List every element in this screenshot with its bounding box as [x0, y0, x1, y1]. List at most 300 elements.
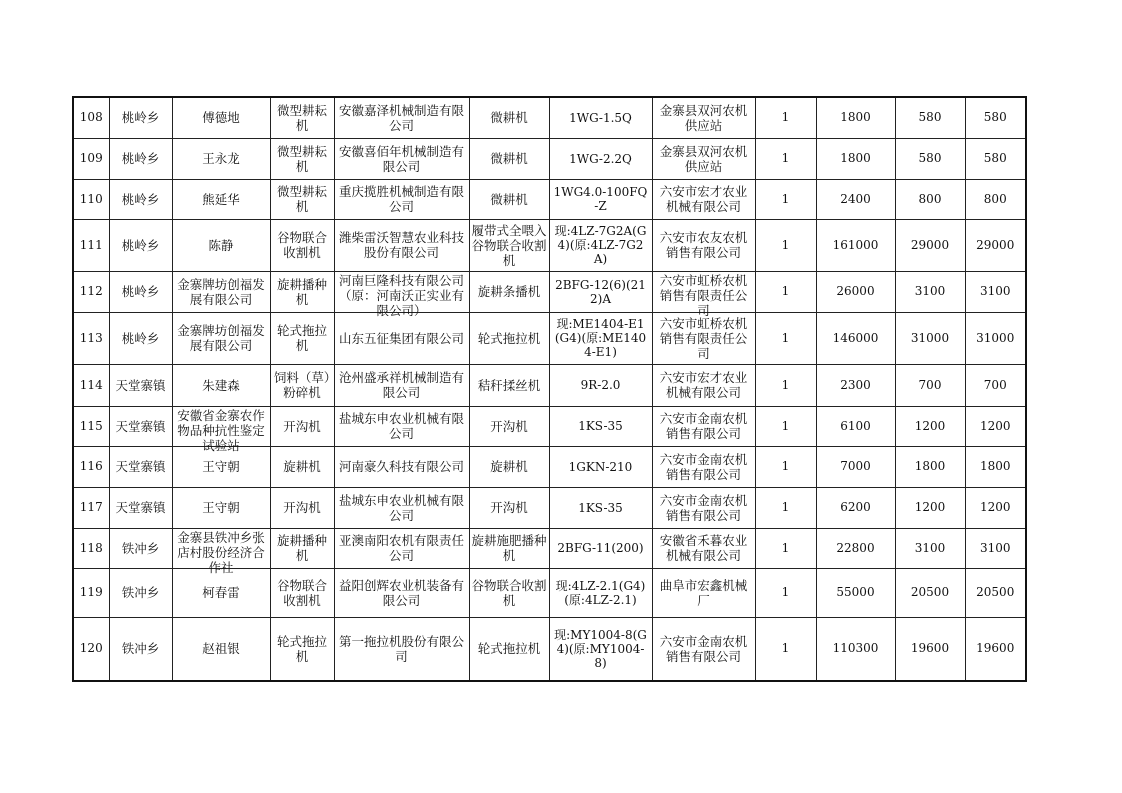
model-cell [549, 271, 652, 312]
manufacturer-cell [334, 138, 469, 179]
table-row [73, 179, 1026, 219]
price-cell-text: 6200 [840, 500, 871, 514]
row-number-cell-text: 111 [79, 237, 103, 252]
subsidy-total-cell [965, 568, 1026, 617]
manufacturer-cell-text: 益阳创辉农业机装备有限公司 [338, 577, 464, 608]
dealer-cell-text: 六安市金南农机销售有限公司 [659, 451, 748, 482]
quantity-cell [755, 138, 816, 179]
model-cell [549, 179, 652, 219]
dealer-cell-text: 六安市金南农机销售有限公司 [659, 411, 748, 441]
row-number-cell-text: 116 [79, 459, 103, 473]
row-number-cell-text: 109 [79, 151, 103, 165]
dealer-cell [652, 406, 755, 446]
town-cell [109, 219, 172, 271]
category-cell [270, 364, 334, 406]
row-number-cell [73, 179, 109, 219]
model-cell [549, 528, 652, 568]
quantity-cell-text: 1 [781, 500, 790, 514]
town-cell-text: 天堂寨镇 [115, 377, 166, 393]
row-number-cell-text: 112 [79, 284, 103, 298]
price-cell-text: 7000 [840, 459, 871, 473]
row-number-cell-text: 115 [79, 418, 103, 433]
town-cell-text: 桃岭乡 [121, 151, 160, 166]
product-name-cell [469, 568, 549, 617]
subsidy-total-cell-text: 19600 [976, 641, 1015, 656]
table-row [73, 528, 1026, 568]
category-cell-text: 旋耕机 [283, 459, 321, 474]
category-cell-text: 微型耕耘机 [276, 143, 327, 174]
buyer-cell-text: 王永龙 [202, 151, 240, 166]
manufacturer-cell-text: 沧州盛承祥机械制造有限公司 [338, 370, 464, 400]
model-cell [549, 219, 652, 271]
town-cell-text: 铁冲乡 [121, 540, 160, 556]
price-cell [816, 138, 895, 179]
category-cell [270, 219, 334, 271]
price-cell-text: 55000 [836, 585, 875, 599]
manufacturer-cell-text: 重庆揽胜机械制造有限公司 [338, 184, 464, 214]
quantity-cell [755, 617, 816, 681]
table-row [73, 364, 1026, 406]
table-row [73, 138, 1026, 179]
category-cell-text: 微型耕耘机 [276, 102, 327, 133]
manufacturer-cell-text: 盐城东申农业机械有限公司 [338, 411, 464, 441]
buyer-cell [172, 487, 270, 528]
town-cell-text: 桃岭乡 [121, 237, 160, 253]
subsidy-central-cell [895, 568, 965, 617]
price-cell [816, 446, 895, 487]
category-cell [270, 446, 334, 487]
product-name-cell-text: 旋耕机 [490, 459, 528, 474]
subsidy-central-cell-text: 20500 [910, 585, 950, 599]
model-cell-text: 现:ME1404-E1(G4)(原:ME1404-E1) [554, 317, 647, 359]
town-cell [109, 528, 172, 568]
buyer-cell [172, 312, 270, 364]
product-name-cell-text: 开沟机 [490, 418, 528, 434]
subsidy-central-cell-text: 580 [918, 110, 942, 125]
buyer-cell-text: 傅德地 [202, 110, 240, 126]
subsidy-central-cell [895, 312, 965, 364]
category-cell-text: 开沟机 [283, 418, 321, 434]
table-row [73, 271, 1026, 312]
category-cell-text: 旋耕播种机 [276, 276, 327, 307]
subsidy-central-cell [895, 364, 965, 406]
dealer-cell [652, 446, 755, 487]
town-cell [109, 138, 172, 179]
town-cell [109, 179, 172, 219]
subsidy-total-cell-text: 1200 [979, 500, 1011, 514]
category-cell-text: 饲料（草）粉碎机 [273, 370, 331, 400]
product-name-cell-text: 旋耕施肥播种机 [471, 533, 547, 563]
category-cell-text: 开沟机 [283, 500, 321, 515]
row-number-cell-text: 119 [79, 585, 103, 599]
manufacturer-cell [334, 364, 469, 406]
town-cell-text: 桃岭乡 [121, 191, 160, 207]
subsidy-total-cell [965, 179, 1026, 219]
price-cell-text: 6100 [840, 418, 871, 433]
category-cell [270, 179, 334, 219]
model-cell-text: 2BFG-11(200) [557, 541, 644, 555]
price-cell [816, 312, 895, 364]
dealer-cell-text: 六安市宏才农业机械有限公司 [659, 184, 748, 214]
subsidy-central-cell [895, 219, 965, 271]
subsidy-total-cell-text: 1200 [979, 418, 1011, 433]
model-cell-text: 1GKN-210 [568, 459, 633, 474]
product-name-cell-text: 谷物联合收割机 [471, 577, 547, 608]
town-cell-text: 铁冲乡 [121, 585, 160, 600]
buyer-cell [172, 97, 270, 138]
price-cell-text: 1800 [840, 110, 871, 125]
town-cell [109, 97, 172, 138]
subsidy-total-cell [965, 312, 1026, 364]
subsidy-table [72, 96, 1027, 682]
row-number-cell-text: 110 [79, 191, 103, 206]
buyer-cell-text: 朱建森 [202, 377, 240, 393]
price-cell-text: 2300 [840, 377, 871, 392]
subsidy-total-cell [965, 528, 1026, 568]
price-cell-text: 161000 [832, 237, 879, 252]
town-cell [109, 446, 172, 487]
town-cell-text: 天堂寨镇 [115, 418, 166, 434]
subsidy-total-cell-text: 3100 [979, 540, 1011, 555]
category-cell [270, 97, 334, 138]
subsidy-total-cell [965, 271, 1026, 312]
row-number-cell [73, 528, 109, 568]
buyer-cell-text: 王守朝 [202, 459, 240, 474]
dealer-cell-text: 六安市金南农机销售有限公司 [659, 492, 748, 523]
category-cell [270, 138, 334, 179]
subsidy-central-cell [895, 97, 965, 138]
product-name-cell-text: 轮式拖拉机 [477, 330, 541, 346]
subsidy-central-cell-text: 1800 [914, 459, 946, 473]
buyer-cell-text: 金寨牌坊创福发展有限公司 [177, 276, 265, 307]
category-cell [270, 406, 334, 446]
row-number-cell [73, 97, 109, 138]
product-name-cell [469, 364, 549, 406]
quantity-cell-text: 1 [781, 459, 790, 473]
model-cell-text: 1KS-35 [578, 419, 623, 433]
subsidy-central-cell [895, 617, 965, 681]
row-number-cell [73, 487, 109, 528]
buyer-cell [172, 528, 270, 575]
category-cell-text: 轮式拖拉机 [276, 323, 327, 353]
product-name-cell-text: 微耕机 [490, 110, 528, 126]
model-cell [549, 487, 652, 528]
subsidy-total-cell-text: 580 [983, 110, 1007, 125]
buyer-cell [172, 219, 270, 271]
model-cell [549, 446, 652, 487]
subsidy-total-cell-text: 580 [983, 151, 1007, 165]
dealer-cell [652, 271, 755, 318]
manufacturer-cell [334, 446, 469, 487]
dealer-cell [652, 219, 755, 271]
subsidy-total-cell-text: 3100 [979, 284, 1011, 298]
table-row [73, 219, 1026, 271]
subsidy-total-cell [965, 406, 1026, 446]
town-cell [109, 406, 172, 446]
table-row [73, 487, 1026, 528]
dealer-cell [652, 312, 755, 364]
category-cell [270, 617, 334, 681]
subsidy-central-cell-text: 1200 [914, 500, 946, 514]
dealer-cell [652, 568, 755, 617]
subsidy-central-cell [895, 446, 965, 487]
buyer-cell-text: 陈静 [208, 237, 234, 253]
subsidy-central-cell [895, 487, 965, 528]
price-cell [816, 568, 895, 617]
category-cell [270, 487, 334, 528]
subsidy-central-cell [895, 179, 965, 219]
product-name-cell-text: 开沟机 [490, 500, 528, 515]
product-name-cell-text: 微耕机 [490, 191, 528, 207]
town-cell [109, 312, 172, 364]
price-cell-text: 26000 [836, 284, 875, 298]
buyer-cell-text: 安徽省金寨农作物品种抗性鉴定试验站 [177, 408, 265, 453]
product-name-cell [469, 97, 549, 138]
model-cell-text: 1WG-1.5Q [569, 110, 632, 125]
manufacturer-cell [334, 487, 469, 528]
product-name-cell-text: 秸秆揉丝机 [477, 377, 541, 393]
product-name-cell [469, 179, 549, 219]
town-cell-text: 铁冲乡 [121, 641, 160, 657]
subsidy-total-cell-text: 700 [983, 377, 1007, 392]
quantity-cell-text: 1 [781, 540, 790, 555]
row-number-cell [73, 446, 109, 487]
row-number-cell [73, 219, 109, 271]
price-cell [816, 406, 895, 446]
category-cell-text: 轮式拖拉机 [276, 633, 327, 664]
price-cell-text: 22800 [836, 540, 875, 555]
price-cell [816, 617, 895, 681]
town-cell-text: 桃岭乡 [121, 330, 160, 346]
product-name-cell [469, 219, 549, 271]
product-name-cell-text: 履带式全喂入谷物联合收割机 [471, 222, 547, 268]
subsidy-total-cell [965, 364, 1026, 406]
row-number-cell [73, 617, 109, 681]
dealer-cell-text: 六安市金南农机销售有限公司 [659, 633, 748, 664]
manufacturer-cell-text: 安徽嘉泽机械制造有限公司 [338, 102, 464, 133]
dealer-cell-text: 安徽省禾暮农业机械有限公司 [659, 533, 748, 563]
dealer-cell [652, 364, 755, 406]
subsidy-central-cell-text: 700 [918, 377, 942, 392]
manufacturer-cell-text: 亚澳南阳农机有限责任公司 [338, 533, 464, 563]
subsidy-total-cell [965, 446, 1026, 487]
dealer-cell-text: 金寨县双河农机供应站 [659, 102, 748, 133]
product-name-cell [469, 446, 549, 487]
category-cell [270, 568, 334, 617]
model-cell [549, 568, 652, 617]
buyer-cell [172, 617, 270, 681]
quantity-cell-text: 1 [781, 585, 790, 599]
quantity-cell-text: 1 [781, 377, 790, 392]
quantity-cell [755, 364, 816, 406]
product-name-cell [469, 312, 549, 364]
subsidy-central-cell [895, 271, 965, 312]
town-cell-text: 天堂寨镇 [115, 500, 166, 515]
subsidy-central-cell-text: 3100 [914, 284, 946, 298]
quantity-cell-text: 1 [781, 191, 790, 206]
subsidy-central-cell-text: 19600 [910, 641, 950, 656]
subsidy-table-sheet [72, 96, 1025, 682]
quantity-cell-text: 1 [781, 284, 790, 298]
quantity-cell [755, 446, 816, 487]
manufacturer-cell [334, 528, 469, 568]
model-cell-text: 现:4LZ-2.1(G4)(原:4LZ-2.1) [555, 578, 646, 607]
dealer-cell [652, 487, 755, 528]
subsidy-total-cell-text: 29000 [976, 237, 1015, 252]
table-body [73, 97, 1026, 681]
quantity-cell-text: 1 [781, 641, 790, 656]
product-name-cell [469, 528, 549, 568]
quantity-cell [755, 406, 816, 446]
row-number-cell-text: 108 [79, 110, 103, 125]
buyer-cell [172, 179, 270, 219]
price-cell-text: 146000 [832, 330, 879, 345]
model-cell-text: 现:4LZ-7G2A(G4)(原:4LZ-7G2A) [554, 224, 647, 266]
model-cell [549, 364, 652, 406]
town-cell [109, 617, 172, 681]
product-name-cell-text: 微耕机 [490, 151, 528, 166]
dealer-cell-text: 六安市虹桥农机销售有限责任公司 [659, 315, 748, 361]
buyer-cell [172, 138, 270, 179]
manufacturer-cell-text: 盐城东申农业机械有限公司 [338, 492, 464, 523]
category-cell [270, 312, 334, 364]
subsidy-central-cell-text: 1200 [914, 418, 946, 433]
subsidy-total-cell [965, 487, 1026, 528]
manufacturer-cell [334, 179, 469, 219]
town-cell [109, 568, 172, 617]
manufacturer-cell-text: 河南豪久科技有限公司 [338, 459, 464, 474]
subsidy-central-cell [895, 528, 965, 568]
manufacturer-cell [334, 271, 469, 318]
category-cell [270, 528, 334, 568]
subsidy-total-cell [965, 617, 1026, 681]
quantity-cell [755, 97, 816, 138]
buyer-cell-text: 金寨县铁冲乡张店村股份经济合作社 [177, 530, 265, 575]
manufacturer-cell-text: 安徽喜佰年机械制造有限公司 [338, 143, 464, 174]
subsidy-total-cell [965, 138, 1026, 179]
buyer-cell [172, 364, 270, 406]
manufacturer-cell-text: 第一拖拉机股份有限公司 [338, 633, 464, 664]
model-cell [549, 617, 652, 681]
quantity-cell-text: 1 [781, 110, 790, 125]
model-cell-text: 1KS-35 [578, 500, 623, 515]
price-cell [816, 179, 895, 219]
product-name-cell [469, 138, 549, 179]
model-cell-text: 现:MY1004-8(G4)(原:MY1004-8) [554, 627, 647, 670]
table-row [73, 97, 1026, 138]
manufacturer-cell [334, 312, 469, 364]
model-cell-text: 2BFG-12(6)(212)A [555, 277, 646, 306]
manufacturer-cell [334, 406, 469, 446]
quantity-cell-text: 1 [781, 151, 790, 165]
dealer-cell-text: 金寨县双河农机供应站 [659, 143, 748, 174]
buyer-cell [172, 568, 270, 617]
row-number-cell-text: 120 [79, 641, 103, 656]
buyer-cell [172, 406, 270, 453]
model-cell [549, 406, 652, 446]
product-name-cell-text: 旋耕条播机 [477, 284, 541, 299]
dealer-cell [652, 138, 755, 179]
product-name-cell [469, 406, 549, 446]
row-number-cell-text: 113 [79, 330, 103, 345]
category-cell-text: 谷物联合收割机 [276, 230, 327, 260]
dealer-cell [652, 617, 755, 681]
category-cell [270, 271, 334, 312]
buyer-cell-text: 柯春雷 [202, 585, 240, 600]
manufacturer-cell [334, 568, 469, 617]
subsidy-total-cell-text: 31000 [976, 330, 1015, 345]
manufacturer-cell [334, 97, 469, 138]
quantity-cell [755, 528, 816, 568]
price-cell [816, 97, 895, 138]
manufacturer-cell-text: 山东五征集团有限公司 [338, 330, 464, 346]
buyer-cell-text: 王守朝 [202, 500, 240, 515]
product-name-cell-text: 轮式拖拉机 [477, 641, 541, 657]
dealer-cell-text: 曲阜市宏鑫机械厂 [659, 577, 748, 608]
subsidy-central-cell-text: 29000 [910, 237, 950, 252]
product-name-cell [469, 617, 549, 681]
price-cell [816, 219, 895, 271]
model-cell [549, 312, 652, 364]
dealer-cell-text: 六安市农友农机销售有限公司 [659, 230, 748, 260]
model-cell [549, 138, 652, 179]
manufacturer-cell-text: 潍柴雷沃智慧农业科技股份有限公司 [338, 230, 464, 260]
row-number-cell [73, 138, 109, 179]
buyer-cell-text: 金寨牌坊创福发展有限公司 [177, 323, 265, 353]
table-row [73, 312, 1026, 364]
price-cell-text: 1800 [840, 151, 871, 165]
row-number-cell [73, 312, 109, 364]
quantity-cell [755, 179, 816, 219]
town-cell-text: 桃岭乡 [121, 284, 160, 299]
subsidy-central-cell-text: 31000 [910, 330, 950, 345]
price-cell-text: 2400 [840, 191, 871, 206]
category-cell-text: 旋耕播种机 [276, 533, 327, 563]
town-cell-text: 桃岭乡 [121, 110, 160, 126]
category-cell-text: 谷物联合收割机 [276, 577, 327, 608]
table-row [73, 617, 1026, 681]
buyer-cell-text: 熊延华 [202, 191, 240, 207]
manufacturer-cell [334, 617, 469, 681]
row-number-cell-text: 114 [79, 377, 103, 392]
town-cell-text: 天堂寨镇 [115, 459, 166, 474]
product-name-cell [469, 487, 549, 528]
subsidy-total-cell-text: 1800 [979, 459, 1011, 473]
row-number-cell [73, 271, 109, 312]
quantity-cell [755, 568, 816, 617]
buyer-cell [172, 271, 270, 312]
subsidy-central-cell [895, 406, 965, 446]
quantity-cell [755, 312, 816, 364]
price-cell-text: 110300 [832, 641, 879, 656]
row-number-cell-text: 118 [79, 540, 103, 555]
table-row [73, 568, 1026, 617]
subsidy-central-cell-text: 800 [918, 191, 942, 206]
row-number-cell [73, 364, 109, 406]
price-cell [816, 271, 895, 312]
town-cell [109, 271, 172, 312]
row-number-cell [73, 568, 109, 617]
buyer-cell-text: 赵祖银 [202, 641, 240, 657]
quantity-cell-text: 1 [781, 237, 790, 252]
price-cell [816, 528, 895, 568]
row-number-cell-text: 117 [79, 500, 103, 514]
subsidy-total-cell [965, 97, 1026, 138]
town-cell [109, 364, 172, 406]
product-name-cell [469, 271, 549, 312]
dealer-cell-text: 六安市虹桥农机销售有限责任公司 [659, 273, 748, 318]
manufacturer-cell [334, 219, 469, 271]
